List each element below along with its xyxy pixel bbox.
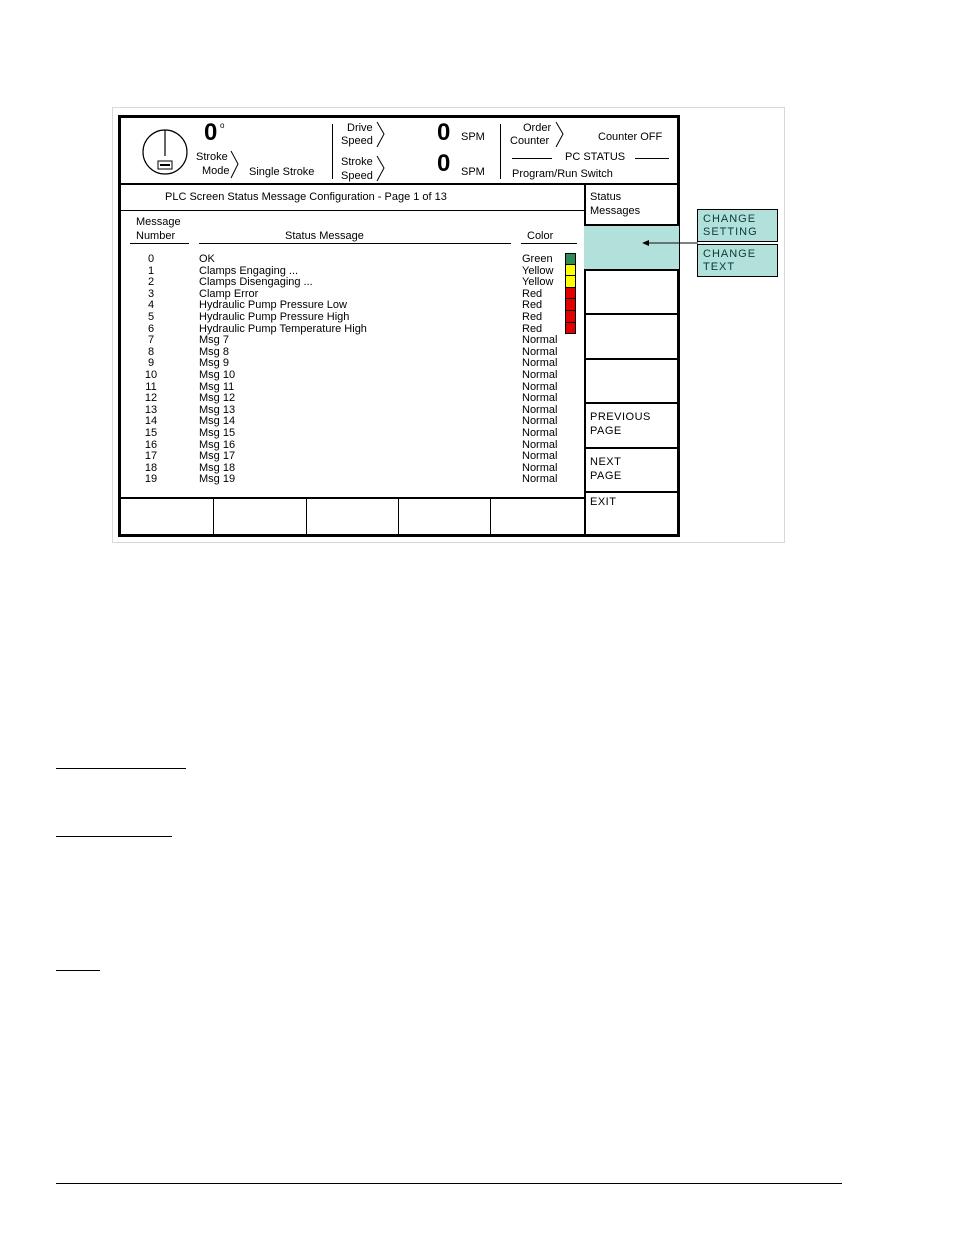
message-color: Normal [522, 334, 558, 347]
status-message: Msg 16 [199, 438, 236, 451]
message-number: 18 [144, 461, 158, 474]
bracket-icon [230, 150, 240, 180]
dial-icon [141, 128, 191, 178]
color-swatch [565, 323, 576, 335]
col-message-header: Status Message [285, 230, 364, 242]
header-underline [130, 243, 189, 244]
message-number: 14 [144, 415, 158, 428]
message-number: 10 [144, 369, 158, 381]
bracket-icon [376, 155, 386, 183]
pc-status-rule [635, 158, 669, 159]
drive-speed-value: 0 [437, 119, 451, 146]
status-message: Msg 13 [199, 403, 236, 416]
status-message: Hydraulic Pump Pressure High [199, 311, 350, 323]
status-message: Hydraulic Pump Pressure Low [199, 299, 347, 312]
message-number: 6 [147, 322, 155, 335]
bottom-softkey-5[interactable] [490, 497, 585, 537]
pc-status: PC STATUS [565, 151, 626, 163]
message-number: 9 [147, 357, 155, 370]
message-color: Normal [522, 415, 558, 428]
status-message: Msg 17 [199, 450, 236, 463]
status-message: Clamp Error [199, 287, 259, 300]
table-row[interactable] [121, 334, 581, 346]
message-color: Normal [522, 357, 558, 370]
status-message: Msg 18 [199, 461, 236, 474]
counter-status: Counter OFF [598, 131, 663, 143]
message-number: 0 [147, 253, 155, 265]
pc-status-rule [512, 158, 552, 159]
table-row[interactable] [121, 450, 581, 462]
message-number: 12 [144, 392, 158, 405]
stroke-mode-label-1: Stroke [196, 151, 228, 163]
divider [332, 124, 333, 179]
message-color: Normal [522, 438, 558, 451]
softkey-2[interactable] [584, 269, 679, 313]
message-color: Normal [522, 473, 558, 486]
table-row[interactable] [121, 276, 581, 288]
bottom-softkey-1[interactable] [120, 499, 213, 535]
table-row[interactable] [121, 311, 581, 323]
softkey-3[interactable] [584, 313, 679, 358]
table-row[interactable] [121, 473, 581, 485]
blank-line [56, 768, 186, 769]
message-number: 7 [147, 334, 155, 347]
stroke-speed-value: 0 [437, 150, 451, 177]
title-divider [119, 210, 585, 211]
header-underline [199, 243, 511, 244]
arrow-icon [640, 237, 700, 249]
status-message: Msg 19 [199, 473, 236, 486]
change-text-callout[interactable]: CHANGE TEXT [697, 244, 778, 277]
message-number: 11 [145, 380, 157, 393]
col-number-header-2: Number [136, 230, 176, 242]
message-table [121, 253, 581, 488]
header-underline [521, 243, 577, 244]
message-color: Red [522, 322, 543, 335]
message-color: Red [522, 299, 543, 312]
bracket-icon [376, 121, 386, 149]
drive-speed-label-1: Drive [347, 122, 373, 134]
stroke-speed-label-2: Speed [341, 170, 373, 182]
bottom-softkey-3[interactable] [306, 497, 398, 537]
message-number: 19 [144, 473, 158, 486]
blank-line [56, 970, 100, 971]
drive-speed-unit: SPM [461, 131, 485, 143]
table-row[interactable] [121, 427, 581, 439]
message-number: 3 [147, 287, 155, 300]
bracket-icon [555, 121, 565, 149]
message-number: 1 [147, 264, 155, 277]
message-color: Red [522, 311, 543, 323]
status-message: Msg 12 [199, 392, 236, 405]
stroke-speed-label-1: Stroke [341, 156, 373, 168]
color-swatch [565, 276, 576, 288]
angle-value: 0 [204, 119, 218, 146]
message-color: Normal [522, 369, 558, 381]
table-row[interactable] [121, 381, 581, 393]
message-number: 13 [144, 403, 158, 416]
table-row[interactable] [121, 439, 581, 451]
message-color: Yellow [522, 264, 554, 277]
table-row[interactable] [121, 288, 581, 300]
footer-rule [56, 1183, 842, 1184]
table-row[interactable] [121, 253, 581, 265]
color-swatch [565, 299, 576, 311]
color-swatch [565, 265, 576, 277]
status-message: Msg 7 [199, 334, 229, 347]
status-message: Msg 15 [199, 427, 236, 439]
softkey-4[interactable] [584, 358, 679, 402]
order-counter-label-2: Counter [510, 135, 550, 147]
message-color: Green [522, 253, 553, 265]
table-row[interactable] [121, 404, 581, 416]
table-row[interactable] [121, 369, 581, 381]
color-swatch [565, 311, 576, 323]
status-message: Hydraulic Pump Temperature High [199, 322, 367, 335]
message-number: 4 [147, 299, 155, 312]
message-number: 17 [144, 450, 158, 463]
status-message: Msg 9 [199, 357, 229, 370]
softkey-header: Status Messages [590, 191, 641, 217]
message-color: Normal [522, 345, 558, 358]
message-color: Normal [522, 380, 558, 393]
status-message: Msg 8 [199, 345, 229, 358]
message-color: Normal [522, 427, 558, 439]
table-row[interactable] [121, 323, 581, 335]
stroke-mode-value: Single Stroke [249, 166, 315, 178]
status-message: Clamps Disengaging ... [199, 276, 313, 289]
change-setting-callout[interactable]: CHANGE SETTING [697, 209, 778, 242]
table-row[interactable] [121, 265, 581, 277]
message-number: 8 [147, 345, 155, 358]
stroke-mode-label-2: Mode [202, 165, 230, 177]
message-color: Normal [522, 461, 558, 474]
stroke-speed-unit: SPM [461, 166, 485, 178]
table-row[interactable] [121, 415, 581, 427]
col-number-header-1: Message [136, 216, 181, 228]
bottom-softkey-4[interactable] [398, 497, 490, 537]
divider [500, 124, 501, 179]
bottom-softkey-2[interactable] [213, 497, 306, 537]
program-run-switch: Program/Run Switch [512, 168, 613, 180]
table-row[interactable] [121, 299, 581, 311]
table-row[interactable] [121, 392, 581, 404]
previous-page-button[interactable]: PREVIOUS PAGE [584, 402, 679, 447]
table-row[interactable] [121, 346, 581, 358]
status-message: Msg 11 [199, 380, 235, 393]
message-color: Red [522, 287, 543, 300]
degree-symbol: o [220, 121, 225, 130]
message-number: 15 [144, 427, 158, 439]
table-row[interactable] [121, 462, 581, 474]
color-swatch [565, 288, 576, 300]
table-row[interactable] [121, 357, 581, 369]
message-number: 16 [144, 438, 158, 451]
status-message: Msg 14 [199, 415, 236, 428]
blank-line [56, 836, 172, 837]
message-number: 5 [147, 311, 155, 323]
next-page-button[interactable]: NEXT PAGE [584, 447, 679, 491]
message-color: Normal [522, 403, 558, 416]
message-number: 2 [147, 276, 155, 289]
order-counter-label-1: Order [523, 122, 552, 134]
message-color: Normal [522, 392, 558, 405]
message-color: Normal [522, 450, 558, 463]
status-message: Msg 10 [199, 369, 236, 381]
status-message: Clamps Engaging ... [199, 264, 299, 277]
drive-speed-label-2: Speed [341, 135, 373, 147]
message-color: Yellow [522, 276, 554, 289]
exit-button[interactable]: EXIT [584, 491, 679, 535]
color-swatch [565, 253, 576, 265]
col-color-header: Color [527, 230, 554, 242]
page-title: PLC Screen Status Message Configuration - Page 1 of 13 [165, 191, 447, 203]
status-message: OK [199, 253, 215, 265]
